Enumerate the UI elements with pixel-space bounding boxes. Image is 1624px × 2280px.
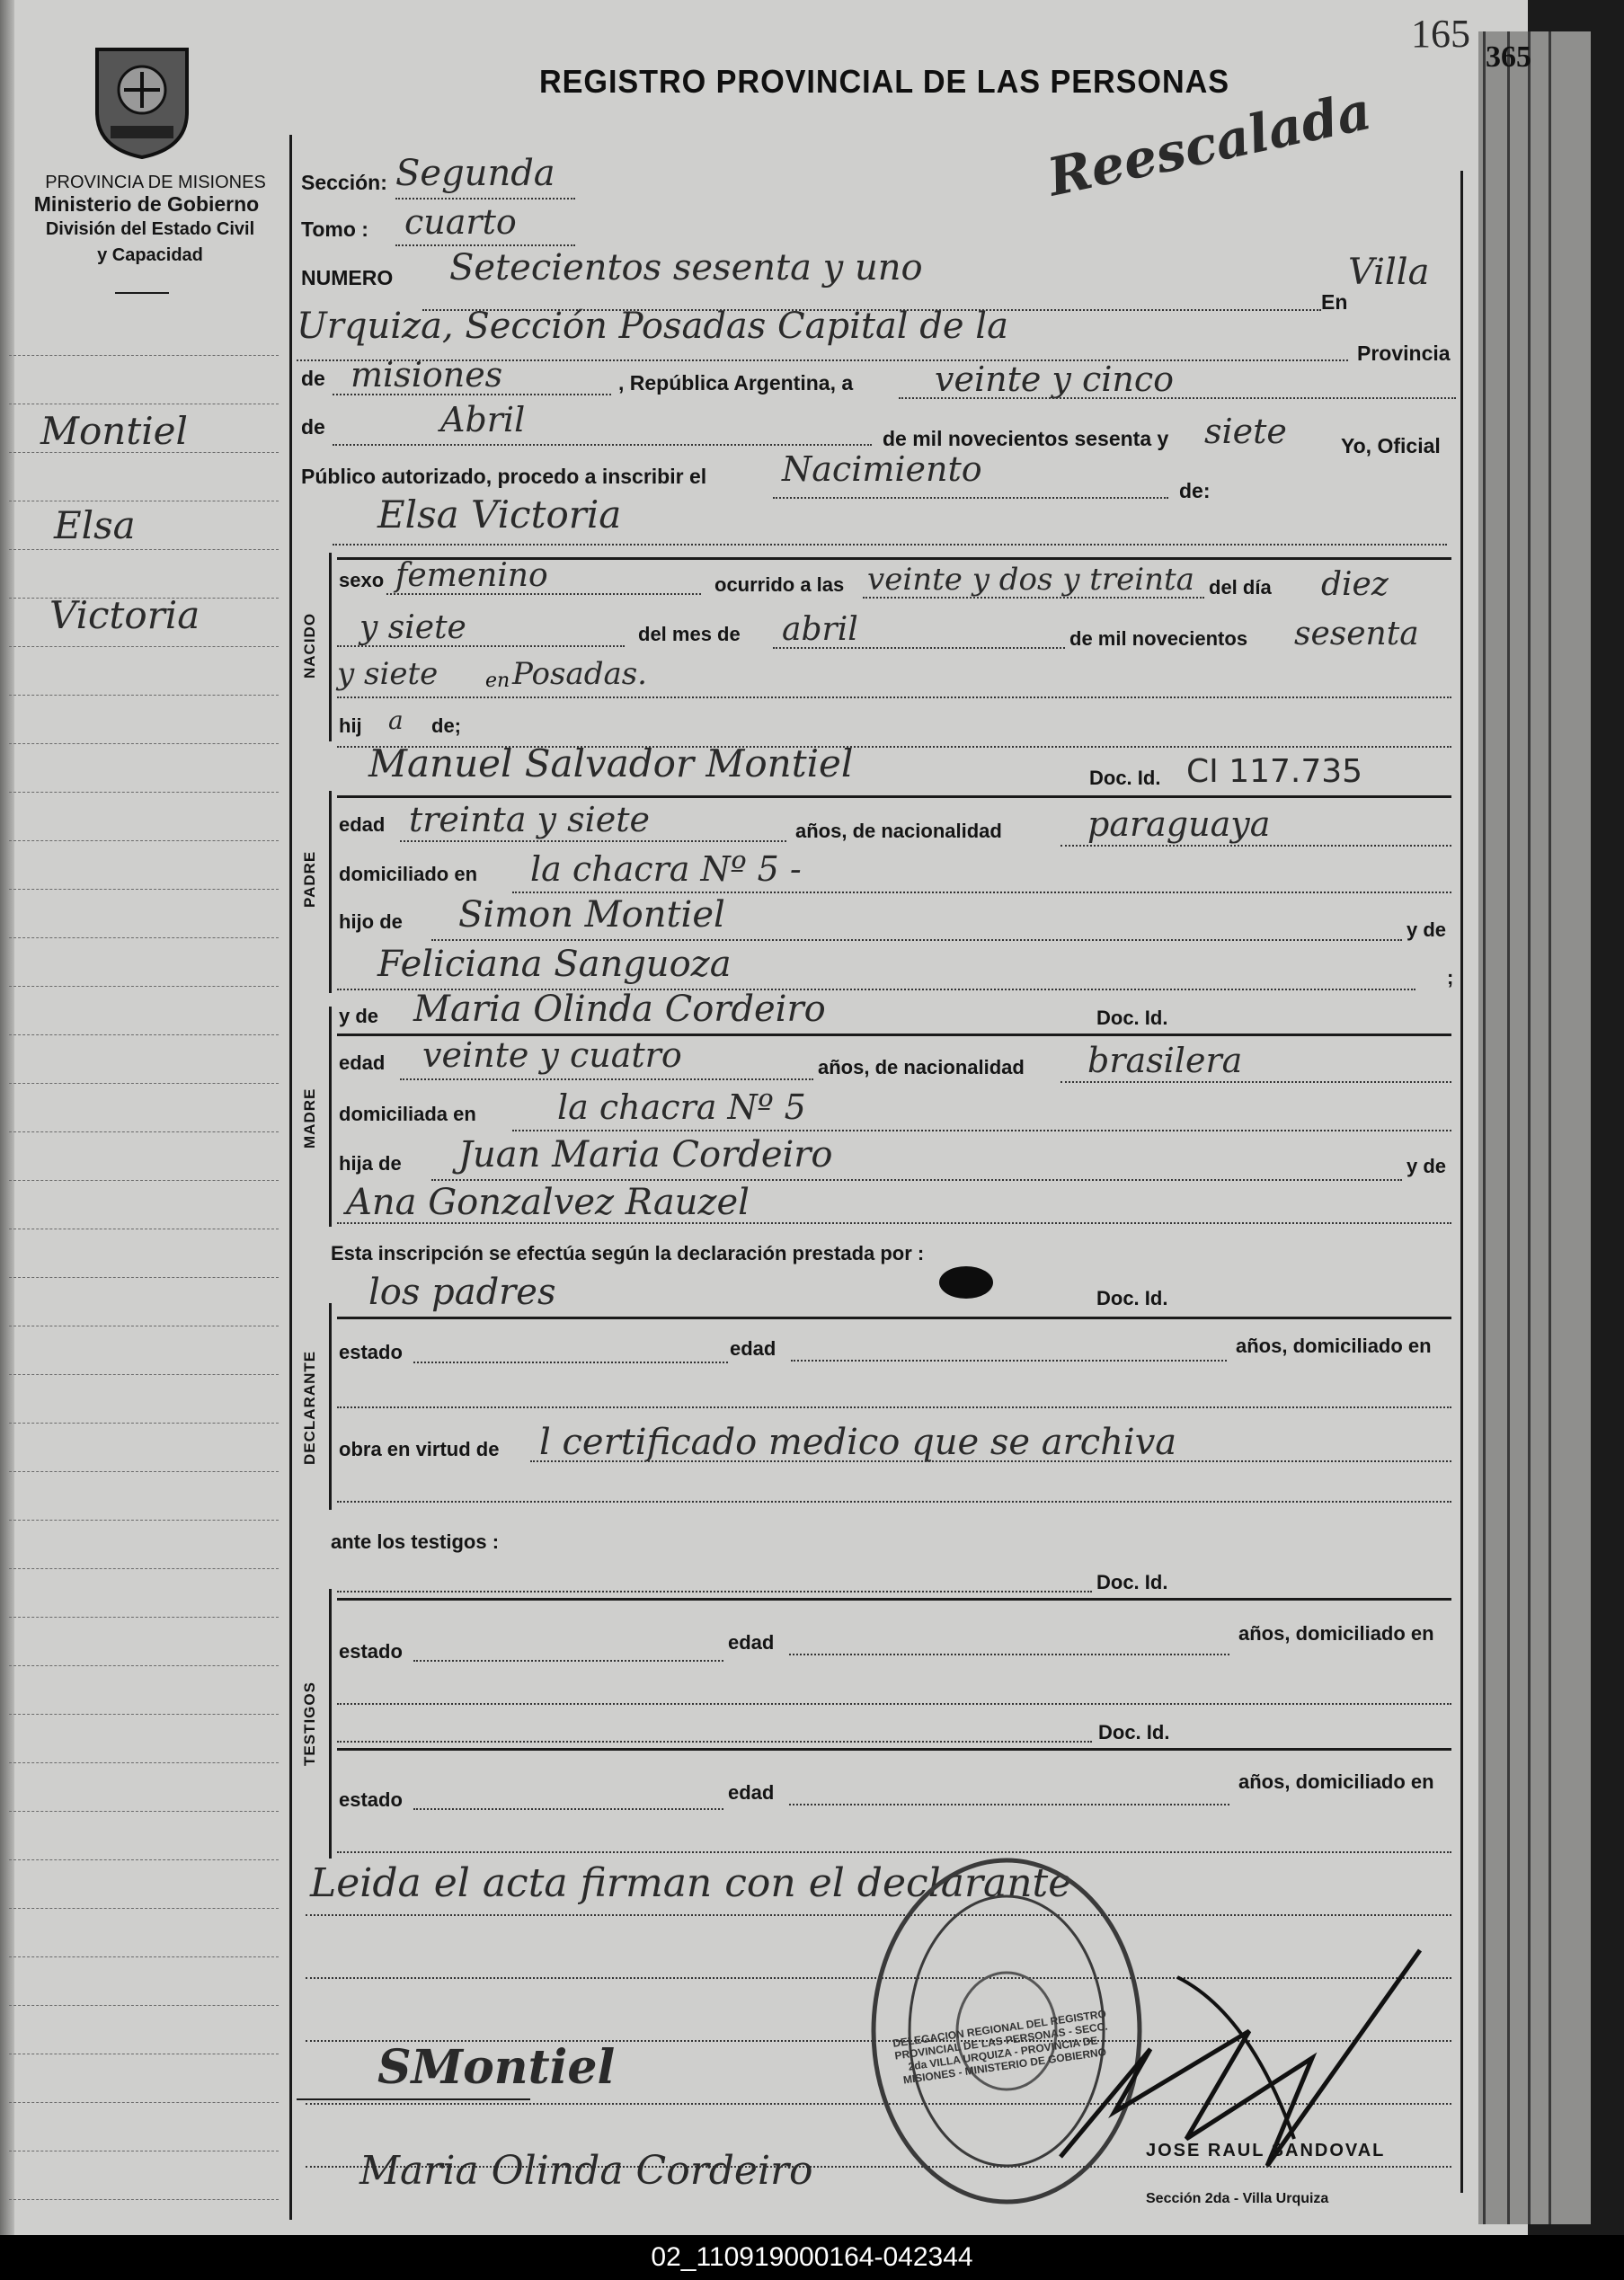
sexo-label: sexo: [339, 569, 385, 591]
margin-rule: [9, 1520, 279, 1521]
nacido-section-label: NACIDO: [301, 612, 318, 679]
publico-label: Público autorizado, procedo a inscribir el: [301, 465, 707, 488]
padre-padre-value: Simon Montiel: [458, 894, 725, 936]
testigo1-doc-label: Doc. Id.: [1096, 1571, 1168, 1593]
division-heading: División del Estado Civil: [45, 219, 255, 239]
numero-value: Setecientos sesenta y uno: [449, 247, 923, 288]
provincia-value: misiones: [351, 355, 503, 395]
padre-padre-line: [431, 939, 1402, 941]
annotation-stamp: Reescalada: [1043, 80, 1377, 208]
padre-yde-label: y de: [1407, 918, 1447, 941]
declarante-obra-label: obra en virtud de: [339, 1438, 500, 1460]
margin-rule: [9, 792, 279, 793]
margin-rule: [9, 1617, 279, 1618]
provincia-line: [333, 394, 611, 395]
acto-value: Nacimiento: [782, 449, 982, 489]
nacido-mil-label: de mil novecientos: [1069, 627, 1248, 650]
testigo1-blank-line: [337, 1703, 1451, 1705]
signature-father: SMontiel: [377, 2040, 616, 2095]
footer-id: 02_110919000164-042344: [0, 2235, 1624, 2280]
lugar-value: Posadas.: [512, 656, 647, 692]
margin-rule: [9, 1180, 279, 1181]
declarante-anios-label: años, domiciliado en: [1236, 1335, 1432, 1357]
testigo1-edad-label: edad: [728, 1631, 775, 1654]
binding-shadow: [0, 0, 14, 2235]
nacido-anio-value: sesenta: [1294, 616, 1419, 652]
en-value: Villa: [1348, 252, 1430, 293]
margin-rule: [9, 1714, 279, 1715]
margin-note-middle-name: Victoria: [49, 593, 200, 637]
ink-blot: [935, 1263, 998, 1303]
ocurrido-label: ocurrido a las: [714, 573, 845, 596]
nacido-dia-value2: y siete: [359, 609, 466, 646]
margin-note-surname: Montiel: [40, 409, 188, 453]
testigo2-doc-label: Doc. Id.: [1098, 1721, 1170, 1743]
del-dia-label: del día: [1209, 576, 1272, 599]
declarante-estado-line: [413, 1362, 728, 1363]
nacido-mes-line: [773, 647, 1065, 649]
acto-line: [773, 497, 1168, 499]
madre-padre-line: [431, 1179, 1402, 1181]
nacido-mes-value: abril: [782, 611, 858, 648]
margin-rule: [9, 1908, 279, 1909]
padre-section-label: PADRE: [301, 850, 318, 908]
signature-mother: Maria Olinda Cordeiro: [359, 2148, 813, 2194]
padre-hijo-label: hijo de: [339, 910, 403, 933]
hora-value: veinte y dos y treinta: [867, 562, 1194, 598]
place-value: Urquiza, Sección Posadas Capital de la: [297, 306, 1008, 347]
madre-hija-label: hija de: [339, 1152, 402, 1175]
margin-note-name: Elsa: [54, 503, 136, 547]
testigos-rule-1: [337, 1598, 1451, 1601]
madre-domicilio-value: la chacra Nº 5: [557, 1087, 806, 1127]
margin-rule: [9, 1665, 279, 1666]
right-border: [1460, 171, 1463, 2193]
margin-rule: [9, 986, 279, 987]
capacity-heading: y Capacidad: [97, 245, 203, 265]
testigo1-anios-label: años, domiciliado en: [1238, 1622, 1434, 1645]
declarante-section-label: DECLARANTE: [301, 1350, 318, 1465]
testigo1-name-line: [337, 1591, 1092, 1592]
padre-semicolon: ;: [1447, 966, 1454, 989]
testigo2-anios-label: años, domiciliado en: [1238, 1770, 1434, 1793]
page-title: REGISTRO PROVINCIAL DE LAS PERSONAS: [539, 63, 1230, 100]
margin-rule: [9, 2199, 279, 2200]
margin-rule: [9, 1423, 279, 1424]
madre-dom-line: [512, 1130, 1451, 1131]
de-label: de: [301, 367, 325, 390]
padre-nombre-value: Manuel Salvador Montiel: [368, 741, 854, 785]
testigos-intro: ante los testigos :: [331, 1530, 500, 1553]
declarante-edad-label: edad: [730, 1337, 777, 1360]
madre-edad-label: edad: [339, 1051, 386, 1074]
tomo-line: [395, 244, 575, 246]
margin-rule: [9, 1374, 279, 1375]
anio-value: siete: [1204, 412, 1287, 451]
yo-label: Yo, Oficial: [1341, 434, 1441, 457]
declarante-doc-label: Doc. Id.: [1096, 1287, 1168, 1309]
seccion-value: Segunda: [395, 153, 555, 194]
nombre-line: [333, 544, 1447, 546]
hijo-label: hij: [339, 714, 362, 737]
madre-anios-label: años, de nacionalidad: [818, 1056, 1025, 1078]
mes-line: [333, 444, 872, 446]
madre-edad-line: [400, 1078, 813, 1080]
dia-line: [899, 397, 1456, 399]
margin-rule: [9, 1034, 279, 1035]
declarante-estado-label: estado: [339, 1341, 403, 1363]
hijo-value: a: [388, 705, 404, 735]
madre-vbar: [329, 1007, 332, 1227]
padre-doc-label: Doc. Id.: [1089, 767, 1161, 789]
sexo-value: femenino: [395, 557, 548, 594]
ministry-heading: Ministerio de Gobierno: [33, 192, 260, 216]
margin-rule: [9, 1811, 279, 1812]
dia-value: veinte y cinco: [935, 359, 1175, 399]
padre-nac-line: [1060, 845, 1451, 847]
madre-doc-label: Doc. Id.: [1096, 1007, 1168, 1029]
seccion-line: [395, 198, 575, 200]
lugar-line: [337, 696, 1451, 698]
madre-padre-value: Juan Maria Cordeiro: [458, 1134, 833, 1175]
declarante-blank-line2: [337, 1501, 1451, 1503]
en-label: En: [1321, 290, 1348, 314]
closing-text: Leida el acta firman con el declarante: [310, 1860, 1072, 1906]
declarante-top-rule: [337, 1317, 1451, 1319]
del-mes-label: del mes de: [638, 623, 741, 645]
margin-divider: [289, 135, 292, 2220]
margin-rule: [9, 549, 279, 550]
sexo-line: [386, 593, 701, 595]
madre-yde2-label: y de: [1407, 1155, 1447, 1177]
padre-edad-line: [400, 840, 786, 842]
tomo-value: cuarto: [404, 202, 517, 242]
madre-nac-line: [1060, 1081, 1451, 1083]
testigo2-estado-line: [413, 1808, 723, 1810]
margin-rule: [9, 646, 279, 647]
padre-dom-line: [512, 892, 1451, 893]
margin-rule: [9, 1131, 279, 1132]
margin-rule: [9, 1762, 279, 1763]
margin-rule: [9, 1859, 279, 1860]
mes-value: Abril: [440, 400, 526, 439]
declarante-edad-line: [791, 1360, 1227, 1362]
page-number-2: 365: [1486, 40, 1531, 74]
padre-edad-label: edad: [339, 813, 386, 836]
seccion-label: Sección:: [301, 171, 387, 194]
de2-label: de: [301, 415, 325, 439]
madre-yde-label: y de: [339, 1005, 379, 1027]
margin-rule: [9, 2005, 279, 2006]
testigo1-estado-label: estado: [339, 1640, 403, 1663]
margin-rule: [9, 2102, 279, 2103]
nombre-value: Elsa Victoria: [377, 492, 622, 537]
officer-name: JOSE RAUL SANDOVAL: [1146, 2141, 1386, 2160]
testigo2-name-line: [337, 1741, 1092, 1743]
coat-of-arms-icon: [88, 40, 196, 162]
nacido-dia-value: diez: [1321, 566, 1389, 603]
madre-nombre-value: Maria Olinda Cordeiro: [413, 989, 826, 1030]
hora-line: [863, 597, 1204, 599]
testigo2-estado-label: estado: [339, 1788, 403, 1811]
padre-vbar: [329, 791, 332, 993]
testigo1-estado-line: [413, 1660, 723, 1662]
margin-rule: [9, 355, 279, 356]
margin-rule: [9, 695, 279, 696]
hijo-de-label: de;: [431, 714, 461, 737]
margin-rule: [9, 743, 279, 744]
declarante-blank-line: [337, 1406, 1451, 1408]
province-heading: PROVINCIA DE MISIONES: [45, 173, 266, 192]
margin-rule: [9, 840, 279, 841]
padre-edad-value: treinta y siete: [409, 800, 651, 839]
padre-madre-value: Feliciana Sanguoza: [377, 944, 732, 985]
padre-domicilio-value: la chacra Nº 5 -: [530, 849, 802, 889]
testigos-rule-2: [337, 1748, 1451, 1751]
margin-rule: [9, 1956, 279, 1957]
madre-madre-line: [337, 1222, 1451, 1224]
madre-section-label: MADRE: [301, 1087, 318, 1149]
margin-rule: [9, 1471, 279, 1472]
declarante-obra-line: [530, 1460, 1451, 1462]
heading-underline: [115, 292, 169, 294]
testigo2-edad-label: edad: [728, 1781, 775, 1804]
nacido-anio-value2: y siete: [337, 656, 439, 692]
padre-top-rule: [337, 795, 1451, 798]
declarante-obra-value: l certificado medico que se archiva: [539, 1422, 1177, 1463]
madre-nacionalidad-value: brasilera: [1087, 1041, 1243, 1080]
madre-madre-value: Ana Gonzalvez Rauzel: [346, 1182, 750, 1223]
de-colon-label: de:: [1179, 479, 1211, 502]
margin-rule: [9, 1277, 279, 1278]
margin-rule: [9, 937, 279, 938]
dia2-line: [337, 645, 625, 647]
padre-doc-value: CI 117.735: [1186, 753, 1363, 790]
adjacent-pages: [1478, 31, 1591, 2224]
madre-domicilio-label: domiciliada en: [339, 1103, 476, 1125]
nacido-vbar: [329, 553, 332, 741]
testigos-vbar: [329, 1589, 332, 1859]
declarante-intro: Esta inscripción se efectúa según la declaración prestada por :: [331, 1242, 925, 1264]
signature-father-underline: [297, 2098, 530, 2100]
madre-edad-value: veinte y cuatro: [422, 1035, 682, 1075]
margin-rule: [9, 889, 279, 890]
tomo-label: Tomo :: [301, 217, 368, 241]
margin-rule: [9, 1568, 279, 1569]
padre-nacionalidad-value: paraguaya: [1087, 804, 1271, 844]
margin-rule: [9, 1083, 279, 1084]
stamp-text: DELEGACION REGIONAL DEL REGISTRO PROVINCIAL DE LAS PERSONAS - SECC. 2da VILLA URQUIZA - PROVINCIA DE MISIONES - MINISTERIO DE GOBIERNO: [892, 2007, 1109, 2087]
declarante-nombre-value: los padres: [368, 1272, 556, 1313]
page-number-1: 165: [1411, 12, 1470, 56]
nacido-en-label: en: [485, 670, 510, 692]
padre-anios-label: años, de nacionalidad: [795, 820, 1002, 842]
testigo2-edad-line: [789, 1804, 1229, 1805]
testigo1-edad-line: [789, 1654, 1229, 1655]
testigos-section-label: TESTIGOS: [301, 1681, 318, 1766]
declarante-vbar: [329, 1303, 332, 1510]
numero-label: NUMERO: [301, 266, 394, 289]
mil-label: de mil novecientos sesenta y: [883, 427, 1169, 450]
padre-domicilio-label: domiciliado en: [339, 863, 478, 885]
provincia-label: Provincia: [1357, 342, 1451, 365]
officer-office: Sección 2da - Villa Urquiza: [1146, 2191, 1329, 2206]
republica-label: , República Argentina, a: [618, 371, 854, 395]
